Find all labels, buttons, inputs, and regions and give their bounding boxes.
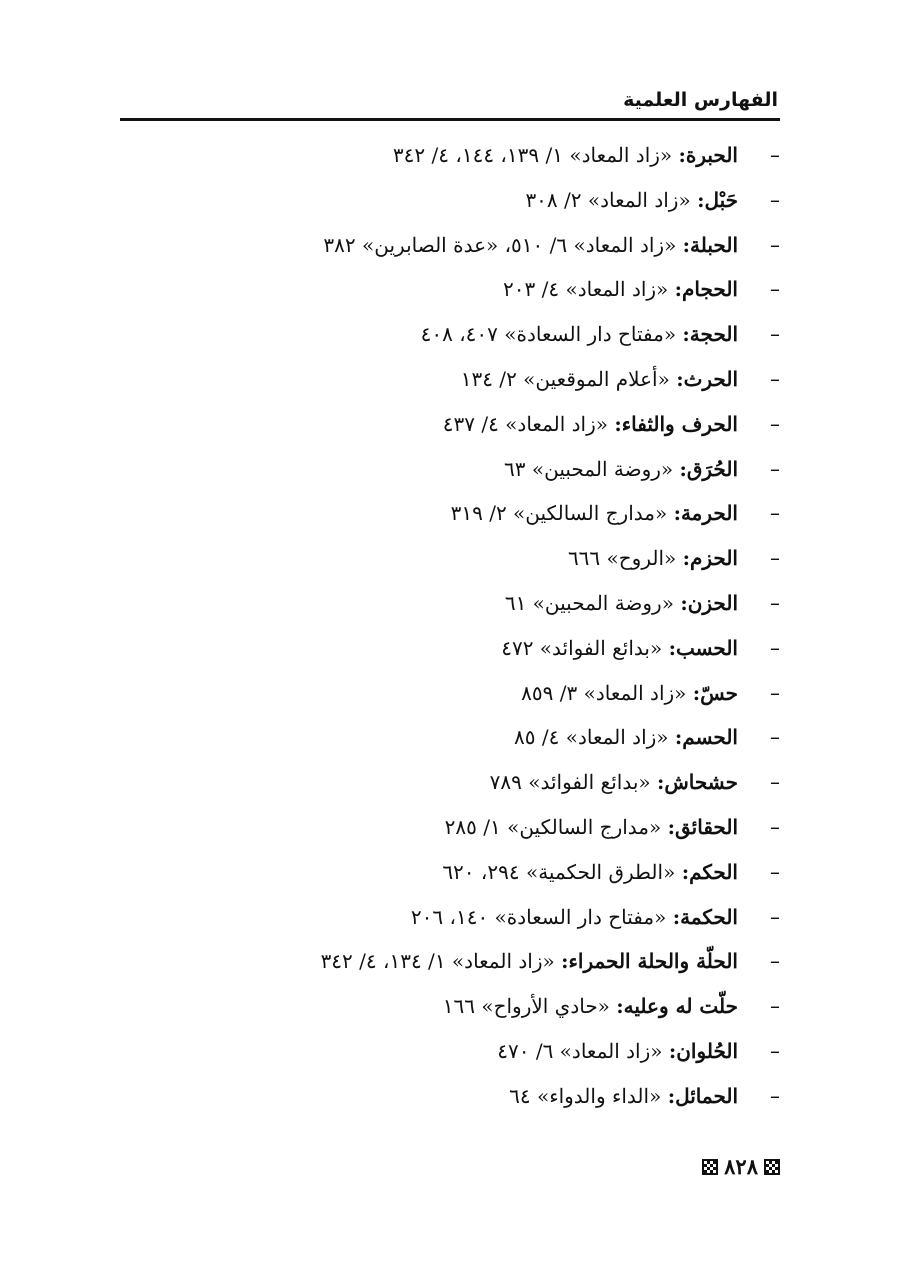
entry-term: حسّ: bbox=[692, 680, 738, 705]
index-entry bbox=[421, 317, 780, 351]
index-entry bbox=[323, 228, 780, 262]
entry-dash: – bbox=[770, 277, 780, 302]
index-entry bbox=[514, 720, 780, 754]
entry-reference: «أعلام الموقعين» ٢/ ١٣٤ bbox=[460, 367, 670, 391]
entry-term: الحكم: bbox=[681, 859, 738, 884]
entry-dash: – bbox=[770, 725, 780, 750]
index-entry bbox=[568, 541, 780, 575]
index-entry bbox=[497, 1034, 780, 1068]
entry-dash: – bbox=[770, 994, 780, 1019]
entry-term: الحزن: bbox=[680, 591, 738, 615]
entry-dash: – bbox=[770, 501, 780, 526]
entry-reference: «الطرق الحكمية» ٢٩٤، ٦٢٠ bbox=[442, 859, 676, 884]
checkered-square-ornament-icon bbox=[702, 1159, 718, 1175]
entry-term: الحرث: bbox=[676, 367, 738, 391]
entry-reference: «مدارج السالكين» ١/ ٢٨٥ bbox=[444, 815, 662, 839]
entry-dash: – bbox=[770, 1039, 780, 1063]
entry-term: الحبرة: bbox=[678, 143, 738, 167]
entry-reference: «زاد المعاد» ١/ ١٣٩، ١٤٤، ٤/ ٣٤٢ bbox=[392, 143, 673, 167]
index-entry bbox=[442, 855, 780, 889]
entry-dash: – bbox=[770, 1083, 780, 1108]
entry-dash: – bbox=[770, 546, 780, 571]
entry-dash: – bbox=[770, 367, 780, 391]
index-entry bbox=[521, 676, 780, 710]
entry-dash: – bbox=[770, 322, 780, 347]
running-header-title: الفهارس العلمية bbox=[623, 89, 778, 111]
entry-reference: «مفتاح دار السعادة» ١٤٠، ٢٠٦ bbox=[410, 904, 667, 929]
entry-term: الحمائل: bbox=[667, 1083, 738, 1108]
entry-reference: «روضة المحبين» ٦٣ bbox=[504, 456, 674, 481]
entry-reference: «زاد المعاد» ٤/ ٢٠٣ bbox=[503, 277, 669, 302]
entry-term: الحكمة: bbox=[672, 904, 738, 929]
entry-reference: «زاد المعاد» ١/ ١٣٤، ٤/ ٣٤٢ bbox=[320, 949, 555, 974]
index-entry bbox=[461, 362, 780, 396]
entry-reference: «مفتاح دار السعادة» ٤٠٧، ٤٠٨ bbox=[420, 322, 677, 347]
entry-term: الحجام: bbox=[674, 277, 738, 302]
entry-dash: – bbox=[770, 143, 780, 167]
entry-dash: – bbox=[770, 187, 780, 212]
entry-dash: – bbox=[770, 635, 780, 660]
entry-dash: – bbox=[770, 815, 780, 839]
checkered-square-ornament-icon bbox=[764, 1159, 780, 1175]
entry-term: الحسب: bbox=[668, 635, 738, 660]
index-entry bbox=[505, 586, 780, 620]
entry-dash: – bbox=[770, 411, 780, 436]
entry-dash: – bbox=[770, 904, 780, 929]
entry-dash: – bbox=[770, 456, 780, 481]
entry-term: الحُلوان: bbox=[668, 1039, 738, 1063]
index-entry bbox=[501, 631, 780, 665]
index-entry bbox=[503, 272, 780, 306]
entry-reference: «زاد المعاد» ٢/ ٣٠٨ bbox=[525, 187, 691, 212]
page-footer bbox=[702, 1150, 780, 1184]
entry-reference: «زاد المعاد» ٤/ ٨٥ bbox=[514, 725, 669, 750]
index-entry bbox=[411, 900, 780, 934]
entry-reference: «مدارج السالكين» ٢/ ٣١٩ bbox=[450, 501, 668, 526]
entry-term: الحزم: bbox=[682, 546, 738, 571]
entry-reference: «بدائع الفوائد» ٧٨٩ bbox=[489, 770, 651, 795]
page-number: ٨٢٨ bbox=[724, 1154, 758, 1179]
entry-reference: «روضة المحبين» ٦١ bbox=[504, 591, 674, 615]
entry-term: الحسم: bbox=[674, 725, 738, 750]
index-entry bbox=[504, 452, 780, 486]
index-entry bbox=[509, 1079, 780, 1113]
index-entry bbox=[451, 496, 780, 530]
entry-reference: «زاد المعاد» ٦/ ٤٧٠ bbox=[497, 1039, 663, 1063]
index-entry bbox=[443, 407, 780, 441]
entry-term: الحرمة: bbox=[673, 501, 738, 526]
entry-dash: – bbox=[770, 591, 780, 615]
entry-reference: «الداء والدواء» ٦٤ bbox=[509, 1083, 662, 1108]
entry-term: الحلّة والحلة الحمراء: bbox=[561, 949, 738, 974]
entry-reference: «بدائع الفوائد» ٤٧٢ bbox=[501, 635, 663, 660]
index-entry bbox=[490, 765, 780, 799]
entry-dash: – bbox=[770, 859, 780, 884]
entry-reference: «الروح» ٦٦٦ bbox=[567, 546, 677, 571]
entry-term: الحُرَق: bbox=[679, 456, 738, 481]
entry-term: الحرف والثفاء: bbox=[614, 411, 738, 436]
entry-term: حشحاش: bbox=[656, 770, 738, 795]
entry-reference: «زاد المعاد» ٤/ ٤٣٧ bbox=[442, 411, 608, 436]
entry-dash: – bbox=[770, 770, 780, 795]
index-entry bbox=[443, 989, 780, 1023]
entry-term: الحقائق: bbox=[667, 815, 738, 839]
index-entry bbox=[393, 138, 780, 172]
entry-dash: – bbox=[770, 232, 780, 257]
entry-reference: «حادي الأرواح» ١٦٦ bbox=[442, 994, 610, 1019]
entry-dash: – bbox=[770, 680, 780, 705]
entry-reference: «زاد المعاد» ٣/ ٨٥٩ bbox=[521, 680, 687, 705]
index-entry bbox=[445, 810, 780, 844]
entry-dash: – bbox=[770, 949, 780, 974]
index-entry bbox=[321, 944, 780, 978]
index-entry bbox=[525, 183, 780, 217]
entry-term: الحجة: bbox=[682, 322, 738, 347]
entry-term: حَبْل: bbox=[697, 187, 738, 212]
entry-term: حلّت له وعليه: bbox=[616, 994, 738, 1019]
entry-term: الحبلة: bbox=[682, 232, 738, 257]
entry-reference: «زاد المعاد» ٦/ ٥١٠، «عدة الصابرين» ٣٨٢ bbox=[323, 232, 677, 257]
